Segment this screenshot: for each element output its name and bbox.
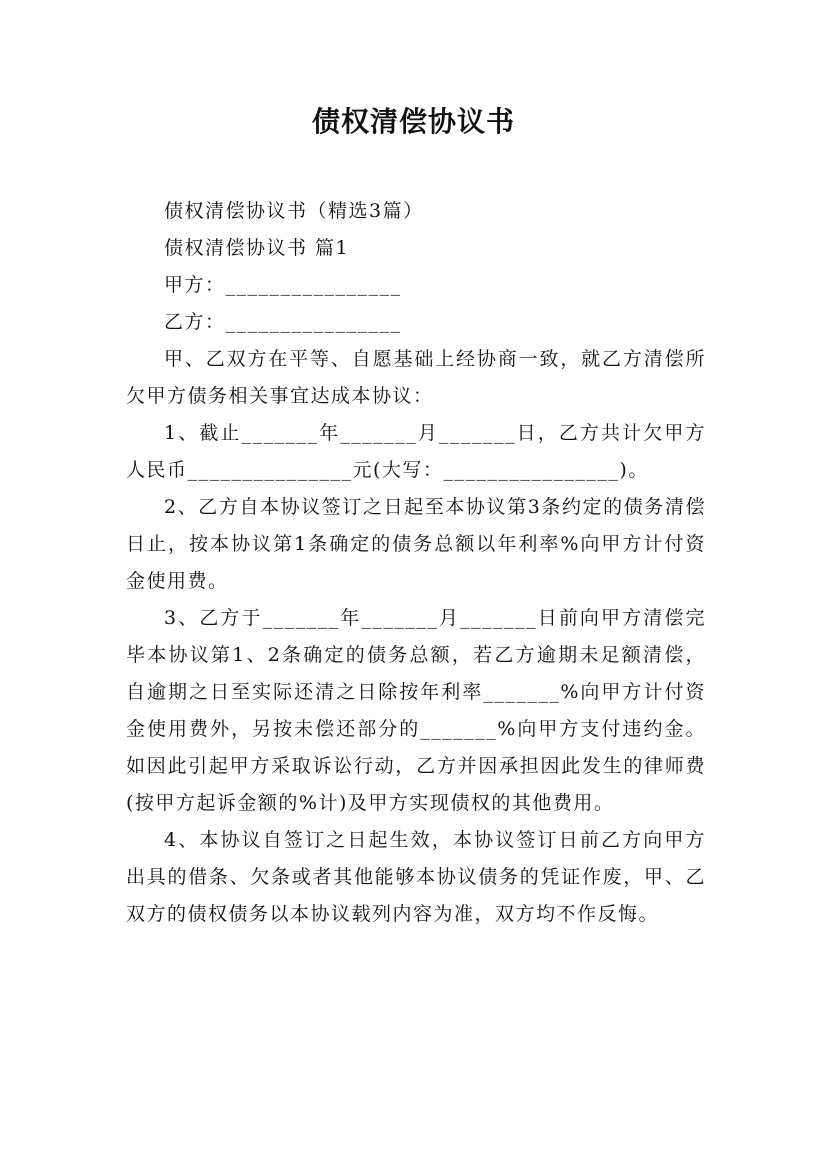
- subtitle-paragraph: 债权清偿协议书（精选3篇）: [164, 200, 424, 222]
- clause-1-paragraph: 1、截止_______年_______月_______日，乙方共计欠甲方人民币_______________元(大写：________________)。: [126, 422, 706, 481]
- document-body: [126, 193, 706, 933]
- party-a-line: 甲方：________________: [164, 274, 402, 296]
- document-title: 债权清偿协议书: [311, 105, 515, 138]
- preamble-paragraph: 甲、乙双方在平等、自愿基础上经协商一致，就乙方清偿所欠甲方债务相关事宜达成本协议：: [126, 348, 706, 407]
- clause-3-paragraph: 3、乙方于_______年_______月_______日前向甲方清偿完毕本协议第1、2条确定的债务总额，若乙方逾期未足额清偿，自逾期之日至实际还清之日除按年利率_______%向甲方计付资金使用费外，另按未偿还部分的_______%向甲方支付违约金。如因此引起甲方采取诉讼行动，乙方并因承担因此发生的律师费(按甲方起诉金额的%计)及甲方实现债权的其他费用。: [126, 607, 706, 814]
- clause-2-paragraph: 2、乙方自本协议签订之日起至本协议第3条约定的债务清偿日止，按本协议第1条确定的债务总额以年利率%向甲方计付资金使用费。: [126, 496, 706, 592]
- party-b-line: 乙方：________________: [164, 311, 402, 333]
- section-heading: 债权清偿协议书 篇1: [164, 237, 350, 259]
- clause-4-paragraph: 4、本协议自签订之日起生效，本协议签订日前乙方向甲方出具的借条、欠条或者其他能够本协议债务的凭证作废，甲、乙双方的债权债务以本协议载列内容为准，双方均不作反悔。: [126, 829, 706, 925]
